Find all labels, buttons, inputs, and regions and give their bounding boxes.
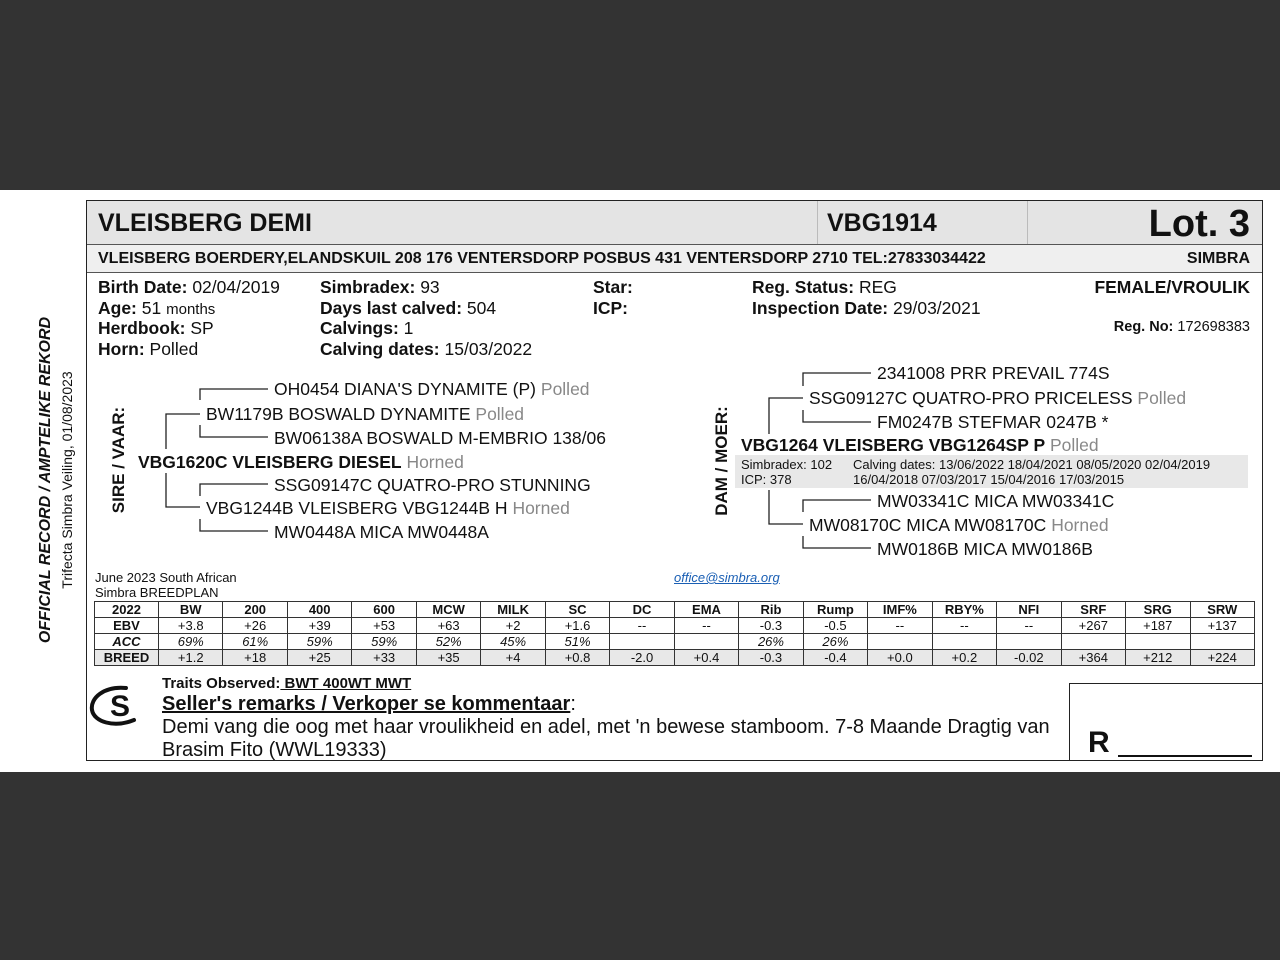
simbradex: Simbradex: 93 [320,277,440,297]
ebv-header-cell: MILK [481,602,545,618]
breed-cell: +0.4 [674,650,738,666]
acc-cell: 51% [545,634,609,650]
dam: VBG1264 VLEISBERG VBG1264SP P Polled [741,435,1099,455]
animal-name: VLEISBERG DEMI [98,209,312,237]
dam-dam-dam: MW0186B MICA MW0186B [877,539,1093,559]
ebv-cell: +53 [352,618,416,634]
breed-cell: -2.0 [610,650,674,666]
acc-cell [1126,634,1190,650]
ebv-header-cell: BW [159,602,223,618]
acc-cell [674,634,738,650]
acc-cell [1190,634,1255,650]
sire-dam-sire: SSG09147C QUATRO-PRO STUNNING [274,475,591,495]
breeder-address: VLEISBERG BOERDERY,ELANDSKUIL 208 176 VENTERSDORP POSBUS 431 VENTERSDORP 2710 TEL:27833034422 [98,250,986,267]
sire-dam: VBG1244B VLEISBERG VBG1244B H Horned [206,498,570,518]
remarks-title: Seller's remarks / Verkoper se kommentaar: [162,693,576,715]
ebv-cell: -0.5 [803,618,867,634]
breed-cell: +0.8 [545,650,609,666]
animal-code: VBG1914 [827,209,937,237]
svg-text:S: S [110,690,131,723]
reg-status: Reg. Status: REG [752,277,897,297]
acc-cell [610,634,674,650]
acc-cell [932,634,996,650]
acc-cell [868,634,932,650]
icp: ICP: [593,298,628,318]
price-label: R [1088,726,1110,759]
acc-cell: 26% [803,634,867,650]
breed-cell: +4 [481,650,545,666]
ebv-header-cell: Rump [803,602,867,618]
breed-row [95,650,1255,666]
ebv-header-row [95,602,1255,618]
breed-cell: -0.3 [739,650,803,666]
breedplan-name: Simbra BREEDPLAN [95,585,219,600]
ebv-header-cell: Rib [739,602,803,618]
acc-cell: 45% [481,634,545,650]
breed-cell: BREED [95,650,159,666]
breed-cell: -0.4 [803,650,867,666]
price-box [1069,683,1263,761]
calving-dates: Calving dates: 15/03/2022 [320,339,533,359]
traits-observed: Traits Observed: BWT 400WT MWT [162,675,412,692]
breed-cell: +364 [1061,650,1125,666]
sire-sire-sire: OH0454 DIANA'S DYNAMITE (P) Polled [274,379,590,399]
dam-stats [735,455,1248,488]
horn-status: Horn: Polled [98,339,199,359]
ebv-header-cell: SRG [1126,602,1190,618]
sire: VBG1620C VLEISBERG DIESEL Horned [138,452,464,472]
ebv-cell: +137 [1190,618,1255,634]
dam-simbradex: Simbradex: 102 [741,457,833,472]
acc-row [95,634,1255,650]
ebv-cell: +3.8 [159,618,223,634]
ebv-cell: -- [868,618,932,634]
acc-cell: 59% [352,634,416,650]
breed-cell: +1.2 [159,650,223,666]
ebv-cell: +1.6 [545,618,609,634]
ebv-table [94,601,1255,666]
auction-label: Trifecta Simbra Veiling, 01/08/2023 [59,371,75,589]
breed-cell: -0.02 [997,650,1061,666]
ebv-header-cell: 600 [352,602,416,618]
breed-cell: +25 [287,650,351,666]
ebv-cell: +2 [481,618,545,634]
dam-sire-sire: 2341008 PRR PREVAIL 774S [877,363,1110,383]
sire-dam-dam: MW0448A MICA MW0448A [274,522,489,542]
acc-cell: 69% [159,634,223,650]
lot-number: Lot. 3 [1148,203,1250,245]
ebv-header-cell: DC [610,602,674,618]
herdbook: Herdbook: SP [98,318,214,338]
reg-number: Reg. No: 172698383 [1113,319,1250,335]
dam-dam: MW08170C MICA MW08170C Horned [809,515,1109,535]
acc-cell: 61% [223,634,287,650]
ebv-cell: +63 [416,618,480,634]
star: Star: [593,277,633,297]
ebv-header-cell: SC [545,602,609,618]
dam-icp: ICP: 378 [741,472,792,487]
days-last-calved: Days last calved: 504 [320,298,497,318]
calvings: Calvings: 1 [320,318,414,338]
ebv-header-cell: 400 [287,602,351,618]
ebv-header-cell: IMF% [868,602,932,618]
ebv-cell: +26 [223,618,287,634]
email-link[interactable]: office@simbra.org [674,570,780,585]
dam-calving-dates-cont: 16/04/2018 07/03/2017 15/04/2016 17/03/2015 [853,472,1125,487]
dam-sire-dam: FM0247B STEFMAR 0247B * [877,412,1109,432]
ebv-cell: +187 [1126,618,1190,634]
ebv-header-cell: EMA [674,602,738,618]
ebv-header-cell: NFI [997,602,1061,618]
dam-label: DAM / MOER: [712,406,731,516]
ebv-cell: -- [997,618,1061,634]
remarks-line-2: Brasim Fito (WWL19333) [162,739,387,761]
ebv-cell: +39 [287,618,351,634]
birth-date: Birth Date: 02/04/2019 [98,277,280,297]
official-record-label: OFFICIAL RECORD / AMPTELIKE REKORD [37,316,54,644]
acc-cell: 52% [416,634,480,650]
ebv-cell: -- [610,618,674,634]
ebv-header-cell: RBY% [932,602,996,618]
ebv-cell: +267 [1061,618,1125,634]
breed-label: SIMBRA [1186,250,1250,267]
ebv-header-cell: 2022 [95,602,159,618]
breed-cell: +18 [223,650,287,666]
ebv-cell: EBV [95,618,159,634]
ebv-cell: -- [674,618,738,634]
dam-dam-sire: MW03341C MICA MW03341C [877,491,1115,511]
dam-calving-dates: Calving dates: 13/06/2022 18/04/2021 08/05/2020 02/04/2019 [853,457,1211,472]
breed-cell: +212 [1126,650,1190,666]
ebv-cell: -0.3 [739,618,803,634]
breed-cell: +0.0 [868,650,932,666]
breed-cell: +224 [1190,650,1255,666]
price-line[interactable] [1118,755,1252,757]
ebv-cell: -- [932,618,996,634]
breedplan-date: June 2023 South African [95,570,237,585]
ebv-header-cell: SRW [1190,602,1255,618]
sex-label: FEMALE/VROULIK [1094,277,1250,297]
acc-cell: ACC [95,634,159,650]
age: Age: 51 months [98,298,216,318]
remarks-line-1: Demi vang die oog met haar vroulikheid en adel, met 'n bewese stamboom. 7-8 Maande Dragtig van [162,716,1050,738]
sire-sire-dam: BW06138A BOSWALD M-EMBRIO 138/06 [274,428,606,448]
inspection-date: Inspection Date: 29/03/2021 [752,298,981,318]
ebv-header-cell: 200 [223,602,287,618]
ebv-header-cell: MCW [416,602,480,618]
breed-cell: +35 [416,650,480,666]
ebv-row [95,618,1255,634]
sire-label: SIRE / VAAR: [109,406,128,514]
breed-cell: +33 [352,650,416,666]
acc-cell [997,634,1061,650]
sire-sire: BW1179B BOSWALD DYNAMITE Polled [206,404,525,424]
dam-sire: SSG09127C QUATRO-PRO PRICELESS Polled [809,388,1187,408]
acc-cell: 59% [287,634,351,650]
breed-cell: +0.2 [932,650,996,666]
acc-cell [1061,634,1125,650]
simbra-logo-icon [88,680,158,730]
ebv-header-cell: SRF [1061,602,1125,618]
acc-cell: 26% [739,634,803,650]
